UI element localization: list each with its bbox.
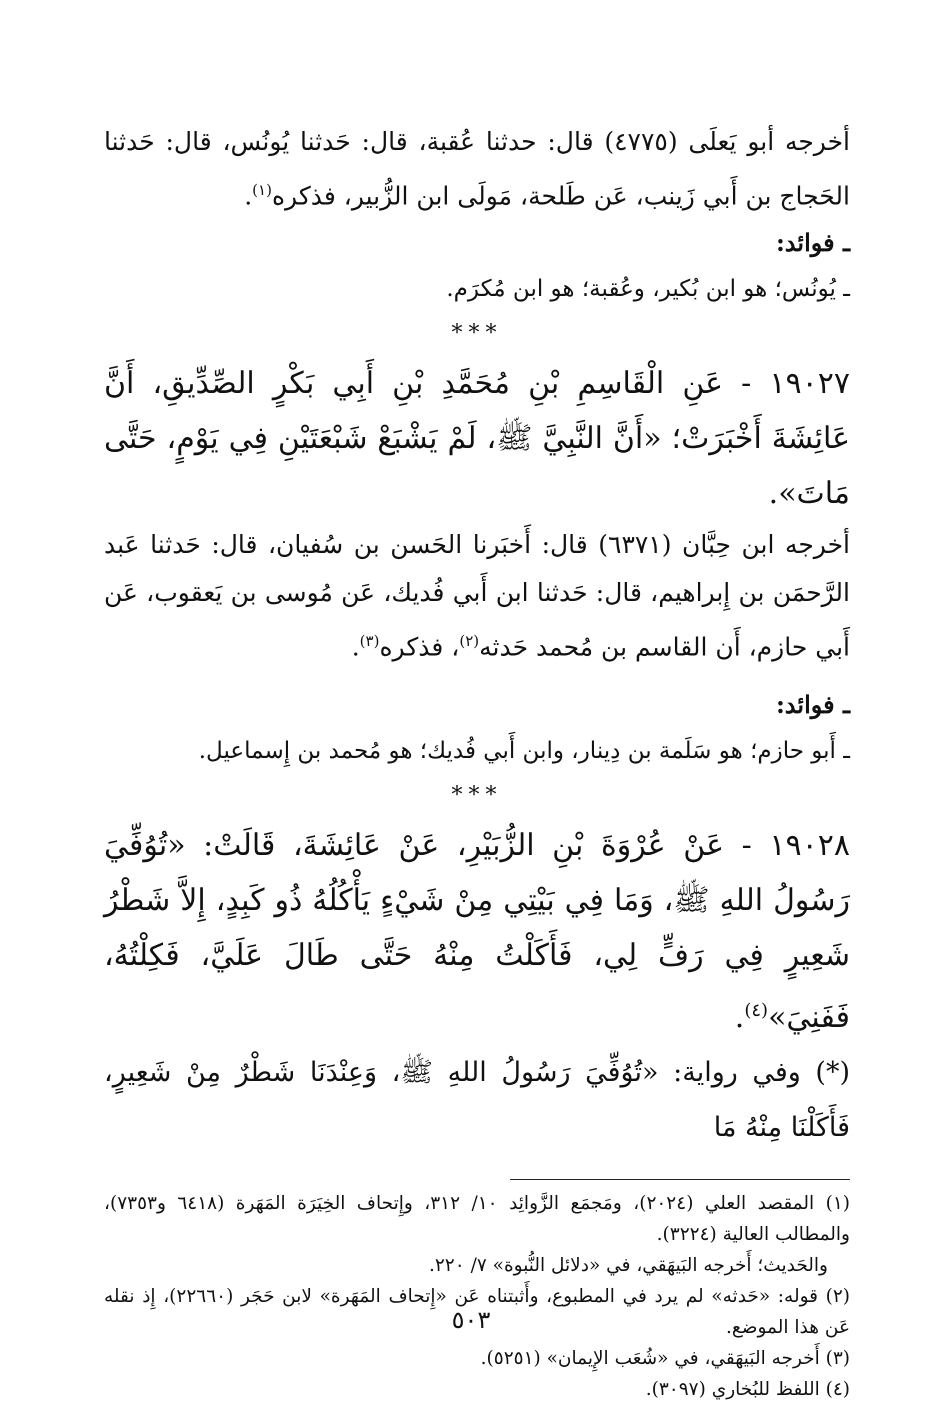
fawaid-heading-2: ـ فوائد: [775,689,850,719]
section-separator: *** [451,321,503,347]
takhrij-paragraph-1 [104,118,850,220]
footnote-2: (٢) قوله: «حَدثه» لم يرد في المطبوع، وأَثبتناه عَن «إِتحاف المَهَرة» لابن حَجَر (٢٢٦٦٠)، إِذ نقله عَن هذا الموضع. [104,1285,850,1338]
footnote-ref[interactable]: (٣) [359,632,380,651]
hadith-19027 [104,356,850,521]
page-number: ٥٠٣ [451,1306,491,1334]
footnote-ref[interactable]: (١) [252,181,272,199]
takhrij-text: أخرجه ابن حِبَّان (٦٣٧١) قال: أَخبَرنا الحَسن بن سُفيان، قال: حَدثنا عَبد الرَّحمَن بن إِبراهيم، قال: حَدثنا ابن أَبي فُديك، عَن مُوسى بن يَعقوب، عَن أَبي حازم، أَن القاسم بن مُحمد حَدثه [104,530,851,662]
section-separator: *** [451,782,503,808]
footnote-3: (٣) أَخرجه البَيهَقي، في «شُعَب الإِيمان» (٥٢٥١). [480,1347,850,1369]
punctuation: . [244,181,253,211]
footnote-1-continued: والحَديث؛ أَخرجه البَيهَقي، في «دلائل النُّبوة» ٧/ ٢٢٠. [428,1254,828,1276]
takhrij-text: ، فذكره [379,632,460,662]
footnote-4: (٤) اللفظ للبُخاري (٣٠٩٧). [645,1378,850,1400]
hadith-19028 [104,818,850,1045]
fawaid-heading-1: ـ فوائد: [775,228,850,258]
hadith-variant-riwaya: (*) وفي رواية: «تُوُفِّيَ رَسُولُ اللهِ ﷺ، وَعِنْدَنَا شَطْرٌ مِنْ شَعِيرٍ، فَأَكَلْنَا مِنْهُ مَا [104,1056,850,1143]
footnote-ref[interactable]: (٢) [459,632,480,651]
hadith-text: عَنِ الْقَاسِمِ بْنِ مُحَمَّدِ بْنِ أَبِي بَكْرٍ الصِّدِّيقِ، أَنَّ عَائِشَةَ أَخْبَرَتْ؛ «أَنَّ النَّبِيَّ ﷺ، لَمْ يَشْبَعْ شَبْعَتَيْنِ فِي يَوْمٍ، حَتَّى مَاتَ». [104,366,850,512]
punctuation: . [734,999,745,1035]
fawaid-text-2: ـ أَبو حازم؛ هو سَلَمة بن دِينار، وابن أَبي فُديك؛ هو مُحمد بن إِسماعيل. [198,737,850,764]
takhrij-text: أخرجه أبو يَعلَى (٤٧٧٥) قال: حدثنا عُقبة، قال: حَدثنا يُونُس، قال: حَدثنا الحَجاج بن أَبي زَينب، عَن طَلحة، مَولَى ابن الزُّبير، فذكره [104,127,850,211]
hadith-number: ١٩٠٢٧ - [741,366,850,402]
punctuation: . [351,632,360,662]
footnote-ref[interactable]: (٤) [744,999,769,1021]
hadith-number: ١٩٠٢٨ - [741,827,850,863]
takhrij-paragraph-2 [104,521,850,671]
hadith-text: عَنْ عُرْوَةَ بْنِ الزُّبَيْرِ، عَنْ عَائِشَةَ، قَالَتْ: «تُوُفِّيَ رَسُولُ اللهِ ﷺ، وَمَا فِي بَيْتِي مِنْ شَيْءٍ يَأْكُلُهُ ذُو كَبِدٍ، إِلاَّ شَطْرُ شَعِيرٍ فِي رَفٍّ لِي، فَأَكَلْتُ مِنْهُ حَتَّى طَالَ عَلَيَّ، فَكِلْتُهُ، فَفَنِيَ» [104,827,850,1035]
footnote-1: (١) المقصد العلي (٢٠٢٤)، ومَجمَع الزَّوائِد ١٠/ ٣١٢، وإِتحاف الخِيَرَة المَهَرة (٦٤١٨ و٧٣٥٣)، والمطالب العالية (٣٢٢٤). [104,1192,850,1245]
footnote-divider [510,1179,850,1180]
fawaid-text-1: ـ يُونُس؛ هو ابن بُكير، وعُقبة؛ هو ابن مُكرَم. [446,276,850,303]
